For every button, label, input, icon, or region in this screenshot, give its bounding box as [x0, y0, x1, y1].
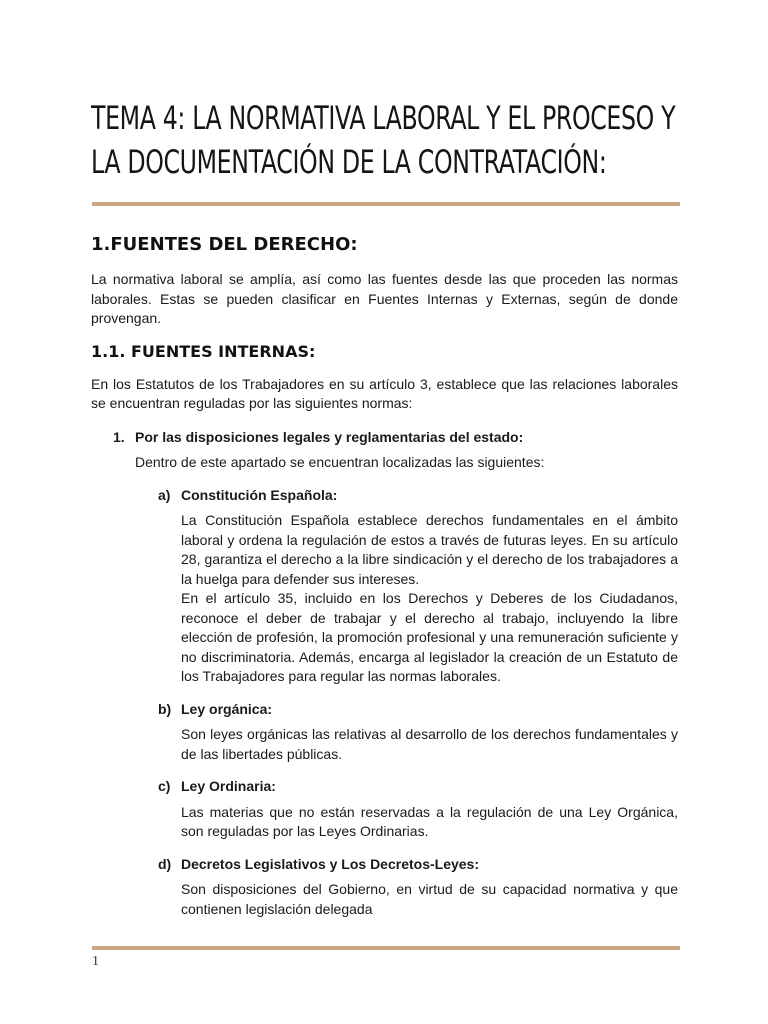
document-title	[91, 96, 676, 184]
subitem-text: Son leyes orgánicas las relativas al desarrollo de los derechos fundamentales y de las libertades públicas.	[181, 726, 678, 762]
title-divider	[92, 202, 680, 206]
page-number: 1	[92, 954, 99, 969]
subitem-marker: d)	[158, 855, 172, 872]
subitem-label: Constitución Española:	[181, 486, 338, 503]
subitem-text: Las materias que no están reservadas a la regulación de una Ley Orgánica, son reguladas por las Leyes Ordinarias.	[181, 803, 678, 839]
footer-divider	[92, 946, 680, 950]
subitem-text: La Constitución Española establece derechos fundamentales en el ámbito laboral y ordena la regulación de estos a través de futuras leyes. En su artículo 28, garantiza el derecho a la libre sindicación y el derecho de los trabajadores a la huelga para defender sus intereses.	[181, 512, 678, 587]
subsection-heading-fuentes-internas: 1.1. FUENTES INTERNAS:	[91, 341, 316, 361]
title-line-1: TEMA 4: LA NORMATIVA LABORAL Y EL PROCESO Y	[91, 99, 676, 137]
numbered-item-label: Por las disposiciones legales y reglamentarias del estado:	[135, 428, 524, 445]
numbered-item-text: Dentro de este apartado se encuentran localizadas las siguientes:	[135, 454, 545, 470]
subitem-c	[91, 777, 678, 797]
subitem-text: Son disposiciones del Gobierno, en virtud de su capacidad normativa y que contienen legislación delegada	[181, 881, 678, 917]
document-body	[91, 232, 678, 919]
subitem-text-continued: En el artículo 35, incluido en los Derechos y Deberes de los Ciudadanos, reconoce el deber de trabajar y el derecho al trabajo, incluyendo la libre elección de profesión, la promoción profesional y una remuneración suficiente y no discriminatoria. Además, encarga al legislador la creación de un Estatuto de los Trabajadores para regular las normas laborales.	[181, 590, 678, 684]
subitem-label: Decretos Legislativos y Los Decretos-Leyes:	[181, 855, 480, 872]
subsection-intro-paragraph: En los Estatutos de los Trabajadores en su artículo 3, establece que las relaciones laborales se encuentran reguladas por las siguientes normas:	[91, 375, 678, 411]
subitem-marker: c)	[158, 778, 171, 794]
subitem-d	[91, 855, 678, 875]
subitem-label: Ley Ordinaria:	[181, 778, 276, 794]
section-heading-fuentes-derecho: 1.FUENTES DEL DERECHO:	[91, 234, 358, 255]
numbered-item-marker: 1.	[113, 428, 125, 445]
title-line-2: LA DOCUMENTACIÓN DE LA CONTRATACIÓN:	[91, 143, 607, 181]
subitem-b	[91, 700, 678, 720]
subitem-marker: b)	[158, 700, 172, 717]
subitem-marker: a)	[158, 486, 171, 503]
section-intro-paragraph: La normativa laboral se amplía, así como las fuentes desde las que proceden las normas laborales. Estas se pueden clasificar en Fuentes Internas y Externas, según de donde provengan.	[91, 271, 678, 326]
subitem-label: Ley orgánica:	[181, 700, 273, 717]
numbered-item-1	[91, 428, 678, 448]
subitem-a	[91, 486, 678, 506]
